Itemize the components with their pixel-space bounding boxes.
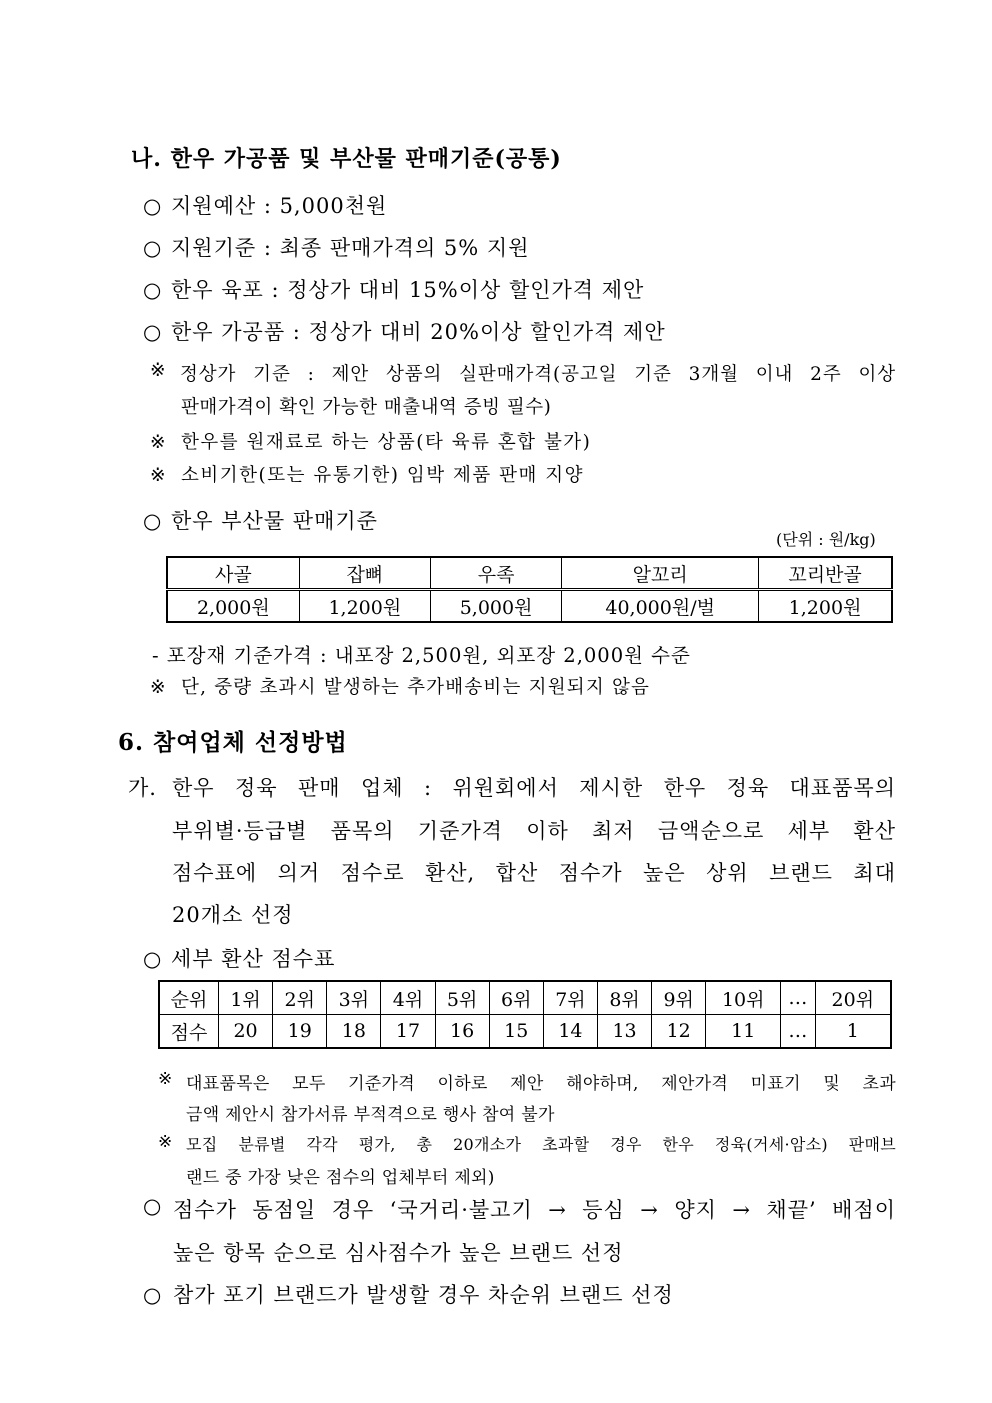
table-header-cell: 알꼬리: [562, 557, 759, 590]
rank-cell: 7위: [543, 981, 597, 1015]
score-label: 점수: [159, 1015, 219, 1049]
rank-cell: 3위: [327, 981, 381, 1015]
score-cell: 13: [597, 1015, 651, 1049]
jerky-item: [143, 274, 644, 304]
expiry-note: [150, 461, 584, 487]
rank-cell: 2위: [273, 981, 327, 1015]
circle-bullet-icon: ○: [143, 194, 163, 218]
rank-cell: 1위: [219, 981, 273, 1015]
rank-cell: 8위: [597, 981, 651, 1015]
score-cell: …: [781, 1015, 815, 1049]
representative-note-line2: 금액 제안시 참가서류 부적격으로 행사 참여 불가: [186, 1105, 555, 1125]
ga-line3: 점수표에 의거 점수로 환산, 합산 점수가 높은 상위 브랜드 최대: [172, 861, 896, 885]
recruitment-note-line1: 모집 분류별 각각 평가, 총 20개소가 초과할 경우 한우 정육(거세·암소) 판매브: [186, 1135, 896, 1154]
rank-cell: 10위: [706, 981, 781, 1015]
circle-bullet-icon: ○: [143, 1194, 163, 1218]
regular-price-note-line1: 정상가 기준 : 제안 상품의 실판매가격(공고일 기준 3개월 이내 2주 이상: [180, 364, 896, 385]
score-cell: 17: [381, 1015, 435, 1049]
section6-title: 6. 참여업체 선정방법: [118, 729, 348, 756]
rank-cell: 6위: [489, 981, 543, 1015]
byproduct-table: [166, 556, 893, 623]
circle-bullet-icon: ○: [143, 509, 163, 533]
ga-paragraph-line1: [128, 772, 896, 802]
score-cell: 12: [652, 1015, 706, 1049]
forfeit-item: [143, 1279, 674, 1309]
regular-price-note-line2: 판매가격이 확인 가능한 매출내역 증빙 필수): [181, 397, 552, 418]
ga-line2: 부위별·등급별 품목의 기준가격 이하 최저 금액순으로 세부 환산: [172, 819, 896, 843]
shipping-text: 단, 중량 초과시 발생하는 추가배송비는 지원되지 않음: [181, 677, 651, 698]
score-cell: 15: [489, 1015, 543, 1049]
unit-label: (단위 : 원/kg): [776, 530, 876, 549]
reference-mark-icon: ※: [150, 465, 167, 486]
table-header-cell: 잡뼈: [299, 557, 430, 590]
rank-cell: 20위: [815, 981, 891, 1015]
processed-item: [143, 316, 666, 346]
table-cell: 40,000원/벌: [562, 590, 759, 623]
score-cell: 1: [815, 1015, 891, 1049]
rank-cell: 9위: [652, 981, 706, 1015]
budget-text: 지원예산 : 5,000천원: [171, 194, 388, 218]
support-criteria-text: 지원기준 : 최종 판매가격의 5% 지원: [171, 236, 530, 260]
table-row: [159, 1015, 891, 1049]
table-cell: 1,200원: [299, 590, 430, 623]
reference-mark-icon: ※: [158, 1069, 173, 1089]
table-header-cell: 사골: [167, 557, 299, 590]
representative-note-line1: 대표품목은 모두 기준가격 이하로 제안 해야하며, 제안가격 미표기 및 초과: [186, 1074, 896, 1094]
rank-cell: …: [781, 981, 815, 1015]
score-table: [158, 980, 892, 1049]
tie-break-item: [143, 1194, 896, 1224]
shipping-note: [150, 673, 650, 699]
tie-break-line1: 점수가 동점일 경우 ‘국거리·불고기 → 등심 → 양지 → 채끝’ 배점이: [173, 1198, 896, 1222]
table-header-cell: 꼬리반골: [759, 557, 892, 590]
expiry-text: 소비기한(또는 유통기한) 임박 제품 판매 지양: [181, 465, 585, 486]
circle-bullet-icon: ○: [143, 320, 163, 344]
recruitment-note: [158, 1132, 896, 1155]
ga-label: 가.: [128, 776, 157, 800]
recruitment-note-line2: 랜드 중 가장 낮은 점수의 업체부터 제외): [186, 1168, 495, 1188]
rank-cell: 5위: [435, 981, 489, 1015]
rank-cell: 4위: [381, 981, 435, 1015]
raw-material-text: 한우를 원재료로 하는 상품(타 육류 혼합 불가): [181, 432, 592, 453]
ga-line4: 20개소 선정: [172, 903, 294, 927]
table-cell: 1,200원: [759, 590, 892, 623]
section-na-title: 나. 한우 가공품 및 부산물 판매기준(공통): [131, 146, 562, 172]
circle-bullet-icon: ○: [143, 947, 163, 971]
table-row: [167, 590, 892, 623]
circle-bullet-icon: ○: [143, 236, 163, 260]
tie-break-line2: 높은 항목 순으로 심사점수가 높은 브랜드 선정: [173, 1241, 624, 1265]
table-cell: 2,000원: [167, 590, 299, 623]
reference-mark-icon: ※: [150, 360, 167, 381]
regular-price-note: [150, 360, 896, 386]
score-cell: 19: [273, 1015, 327, 1049]
reference-mark-icon: ※: [150, 677, 167, 698]
table-row: [167, 557, 892, 590]
jerky-text: 한우 육포 : 정상가 대비 15%이상 할인가격 제안: [171, 278, 645, 302]
budget-item: [143, 190, 387, 220]
circle-bullet-icon: ○: [143, 278, 163, 302]
reference-mark-icon: ※: [158, 1132, 173, 1152]
forfeit-text: 참가 포기 브랜드가 발생할 경우 차순위 브랜드 선정: [173, 1283, 674, 1307]
processed-text: 한우 가공품 : 정상가 대비 20%이상 할인가격 제안: [171, 320, 666, 344]
table-header-cell: 우족: [430, 557, 561, 590]
table-cell: 5,000원: [430, 590, 561, 623]
circle-bullet-icon: ○: [143, 1283, 163, 1307]
byproduct-item: [143, 505, 378, 535]
score-cell: 16: [435, 1015, 489, 1049]
packaging-note: - 포장재 기준가격 : 내포장 2,500원, 외포장 2,000원 수준: [152, 644, 691, 667]
rank-label: 순위: [159, 981, 219, 1015]
score-cell: 11: [706, 1015, 781, 1049]
score-cell: 20: [219, 1015, 273, 1049]
support-criteria-item: [143, 232, 529, 262]
score-cell: 18: [327, 1015, 381, 1049]
reference-mark-icon: ※: [150, 432, 167, 453]
representative-note: [158, 1069, 896, 1094]
byproduct-title: 한우 부산물 판매기준: [171, 509, 378, 533]
ga-line1: 한우 정육 판매 업체 : 위원회에서 제시한 한우 정육 대표품목의: [172, 776, 896, 800]
score-table-item: [143, 943, 335, 973]
table-row: [159, 981, 891, 1015]
raw-material-note: [150, 428, 591, 454]
score-table-title: 세부 환산 점수표: [171, 947, 336, 971]
score-cell: 14: [543, 1015, 597, 1049]
